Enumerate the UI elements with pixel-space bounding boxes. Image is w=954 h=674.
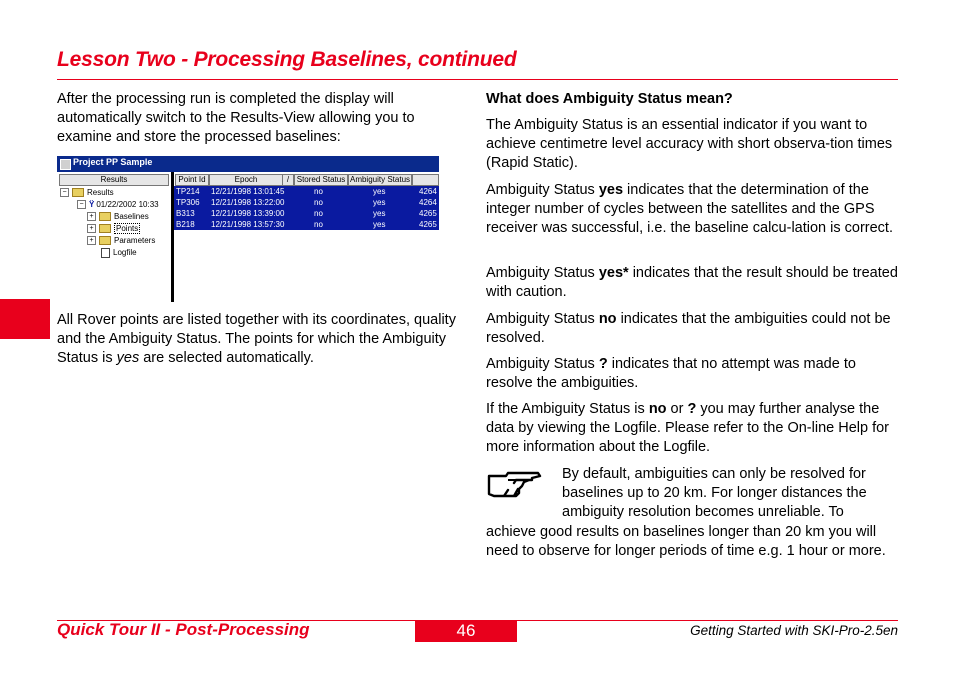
expand-icon[interactable]: + xyxy=(87,212,96,221)
ambiguity-yes: Ambiguity Status yes indicates that the determination of the integer number of cycles between the satellites and the GPS receiver was successful, i.e. the baseline calcu-lation is correct. xyxy=(486,182,893,236)
collapse-icon[interactable]: − xyxy=(77,200,86,209)
page-title: Lesson Two - Processing Baselines, continued xyxy=(57,48,517,71)
pointing-hand-icon xyxy=(486,466,542,500)
collapse-icon[interactable]: − xyxy=(60,188,69,197)
rover-points-paragraph: All Rover points are listed together with its coordinates, quality and the Ambiguity Status. The points for which the Ambiguity Status is yes are selected automatically. xyxy=(57,312,456,366)
results-tree xyxy=(57,172,174,302)
table-row[interactable]: TP214 12/21/1998 13:01:45 no yes 4264 xyxy=(174,186,439,197)
tree-node-baselines[interactable]: + Baselines xyxy=(87,212,149,222)
folder-icon xyxy=(72,188,84,197)
results-list xyxy=(174,172,439,302)
column-epoch[interactable]: Epoch xyxy=(209,174,283,186)
document-icon xyxy=(101,248,110,258)
page-number: 46 xyxy=(415,620,517,642)
note-text-continued: achieve good results on baselines longer than 20 km you will need to observe for longer periods of time e.g. 1 hour or more. xyxy=(486,524,886,559)
table-row[interactable]: B313 12/21/1998 13:39:00 no yes 4265 xyxy=(174,208,439,219)
table-row[interactable]: TP306 12/21/1998 13:22:00 no yes 4264 xyxy=(174,197,439,208)
tree-header[interactable]: Results xyxy=(59,174,169,186)
folder-icon xyxy=(99,212,111,221)
list-rows xyxy=(174,186,439,230)
antenna-icon: Ÿ xyxy=(89,200,95,209)
folder-icon xyxy=(99,236,111,245)
column-extra[interactable] xyxy=(412,174,439,186)
column-point-id[interactable]: Point Id xyxy=(175,174,209,186)
column-ambiguity-status[interactable]: Ambiguity Status xyxy=(349,175,411,184)
ambiguity-intro: The Ambiguity Status is an essential indicator if you want to achieve centimetre level accuracy with short observa-tion times (Rapid Static). xyxy=(486,117,893,171)
ambiguity-question: Ambiguity Status ? indicates that no attempt was made to resolve the ambiguities. xyxy=(486,356,856,391)
tree-node-results[interactable]: − Results xyxy=(60,188,114,198)
results-window xyxy=(57,156,439,302)
section-heading: What does Ambiguity Status mean? xyxy=(486,91,733,107)
footer-document-title: Getting Started with SKI-Pro-2.5en xyxy=(690,623,898,638)
tree-node-points[interactable]: + Points xyxy=(87,224,140,234)
column-stored-status[interactable]: Stored Status xyxy=(294,174,348,186)
ambiguity-yes-star: Ambiguity Status yes* indicates that the result should be treated with caution. xyxy=(486,265,898,300)
header-rule xyxy=(57,79,898,80)
tree-node-date[interactable]: − Ÿ 01/22/2002 10:33 xyxy=(77,200,159,210)
window-titlebar xyxy=(57,156,439,172)
expand-icon[interactable]: + xyxy=(87,236,96,245)
ambiguity-no: Ambiguity Status no indicates that the ambiguities could not be resolved. xyxy=(486,311,891,346)
logfile-paragraph: If the Ambiguity Status is no or ? you may further analyse the data by viewing the Logfile. Please refer to the On-line Help for more information about the Logfile. xyxy=(486,401,890,455)
column-sort[interactable]: / xyxy=(282,174,294,186)
folder-icon xyxy=(99,224,111,233)
expand-icon[interactable]: + xyxy=(87,224,96,233)
intro-paragraph: After the processing run is completed the display will automatically switch to the Results-View allowing you to examine and store the processed baselines: xyxy=(57,91,415,145)
chapter-tab xyxy=(0,299,50,339)
note-text-first: By default, ambiguities can only be resolved for baselines up to 20 km. For longer distances the ambiguity resolution becomes unreliable. To xyxy=(562,466,867,520)
window-icon xyxy=(60,159,71,170)
tree-node-logfile[interactable]: Logfile xyxy=(101,248,137,258)
tree-node-parameters[interactable]: + Parameters xyxy=(87,236,155,246)
footer-section-title: Quick Tour II - Post-Processing xyxy=(57,620,310,639)
window-title: Project PP Sample xyxy=(73,157,153,167)
table-row[interactable]: B218 12/21/1998 13:57:30 no yes 4265 xyxy=(174,219,439,230)
